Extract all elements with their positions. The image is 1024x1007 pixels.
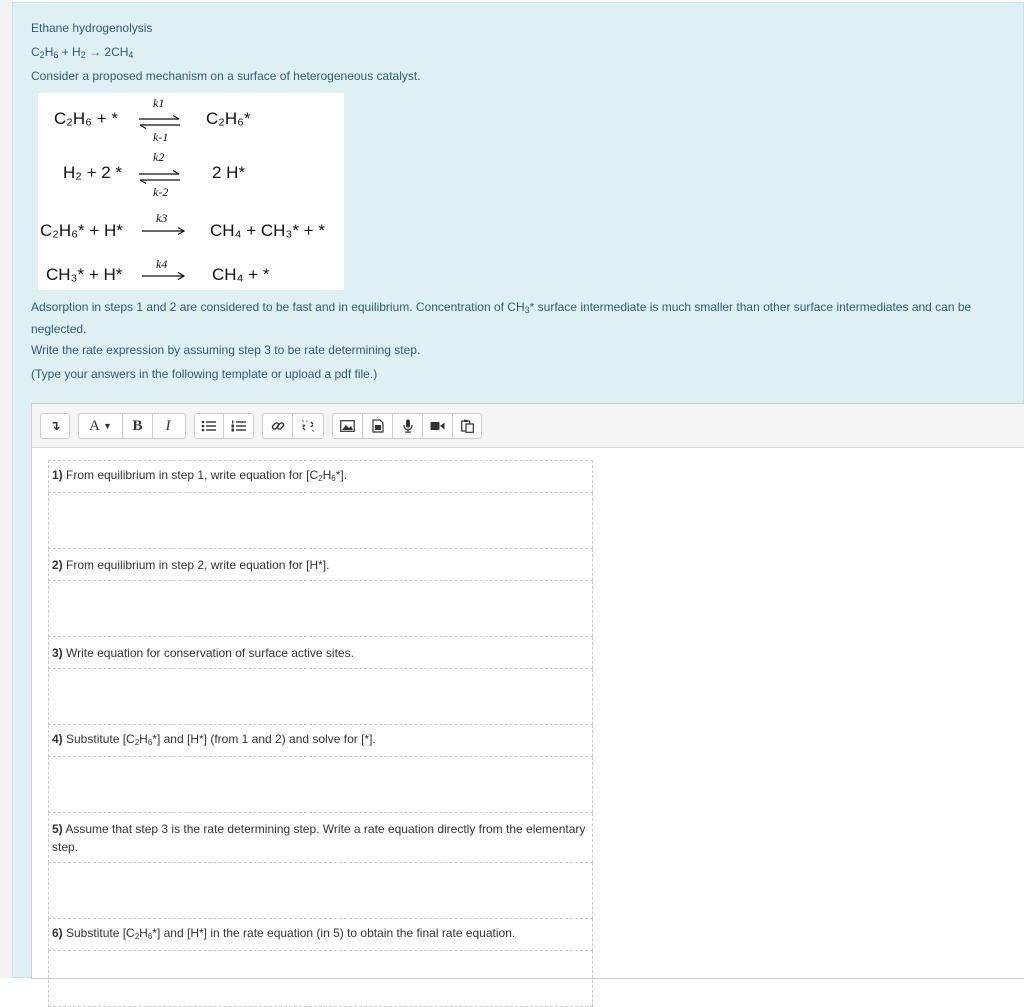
equilibrium-arrow-icon [139,115,181,129]
step3-lhs: C₂H₆* + H* [40,221,123,240]
step3-rhs: CH₄ + CH₃* + * [210,221,325,240]
prompt-2: 2) From equilibrium in step 2, write equation for [H*]. [49,549,593,581]
step3-k-forward: k3 [156,211,168,225]
bold-button[interactable]: B [123,414,153,438]
answer-cell-2[interactable] [49,581,593,637]
microphone-icon[interactable] [393,414,423,438]
equilibrium-arrow-icon [139,170,181,184]
font-size-dropdown[interactable]: A ▼ [79,414,123,438]
bullet-list-icon[interactable] [195,414,224,438]
editor-toolbar [32,404,1024,448]
format-expand-icon[interactable]: ↴ [49,418,61,433]
step2-k-forward: k2 [153,150,165,164]
forward-arrow-icon [142,227,186,235]
italic-button[interactable]: I [165,417,171,434]
video-icon[interactable] [423,414,453,438]
step4-rhs: CH₄ + * [212,265,270,284]
question-title: Ethane hydrogenolysis [31,21,153,35]
step1-rhs: C₂H₆* [206,109,251,128]
media-icon[interactable] [363,414,393,438]
image-icon[interactable] [333,414,363,438]
answer-cell-3[interactable] [49,669,593,725]
toolbar-group-format [78,413,186,439]
page-left-margin [0,0,12,978]
prompt-5: 5) Assume that step 3 is the rate determining step. Write a rate equation directly from the elementary step. [49,813,593,863]
answer-cell-1[interactable] [49,493,593,549]
note-text: (Type your answers in the following template or upload a pdf file.) [31,367,378,381]
answer-template-table [48,460,593,1007]
question-intro: Consider a proposed mechanism on a surface of heterogeneous catalyst. [31,69,421,83]
step4-k-forward: k4 [156,257,168,271]
mechanism-figure [38,93,344,290]
prompt-4: 4) Substitute $[C_2H_6*]$ and [H*] (from 1 and 2) and solve for [*]. [49,725,593,757]
prompt-6: 6) Substitute $[C_2H_6*]$ and [H*] in the rate equation (in 5) to obtain the final rate equation. [49,919,593,951]
toolbar-group-links [262,413,324,439]
numbered-list-icon[interactable] [224,414,253,438]
step2-rhs: 2 H* [212,163,246,182]
question-panel [12,2,1024,978]
step2-k-reverse: k-2 [153,185,169,199]
unlink-icon[interactable] [293,414,323,438]
answer-cell-4[interactable] [49,757,593,813]
toolbar-group-media [332,413,482,439]
step2-lhs: H₂ + 2 * [63,163,123,182]
instruction-text: Write the rate expression by assuming step 3 to be rate determining step. [31,343,421,357]
toolbar-group-expand [40,413,70,439]
answer-cell-6[interactable] [49,951,593,1007]
prompt-1: 1) From equilibrium in step 1, write equation for $[C_2H_6*]$. [49,461,593,493]
step4-lhs: CH₃* + H* [46,265,123,284]
step1-lhs: C₂H₆ + * [54,109,118,128]
paste-icon[interactable] [453,414,481,438]
step1-k-reverse: k-1 [153,130,169,144]
forward-arrow-icon [142,272,186,280]
reaction-equation: $C_2H_6 + H_2 \to 2CH_4$ [31,45,134,60]
toolbar-group-lists [194,413,254,439]
answer-editor [31,403,1024,979]
step1-k-forward: k1 [153,96,165,110]
link-icon[interactable] [263,414,293,438]
answer-cell-5[interactable] [49,863,593,919]
prompt-3: 3) Write equation for conservation of surface active sites. [49,637,593,669]
assumption-text: Adsorption in steps 1 and 2 are considered to be fast and in equilibrium. Concentration of $CH_3*$ surface intermediate is much smaller than other surface intermediates and can be neglected. [31,300,972,336]
